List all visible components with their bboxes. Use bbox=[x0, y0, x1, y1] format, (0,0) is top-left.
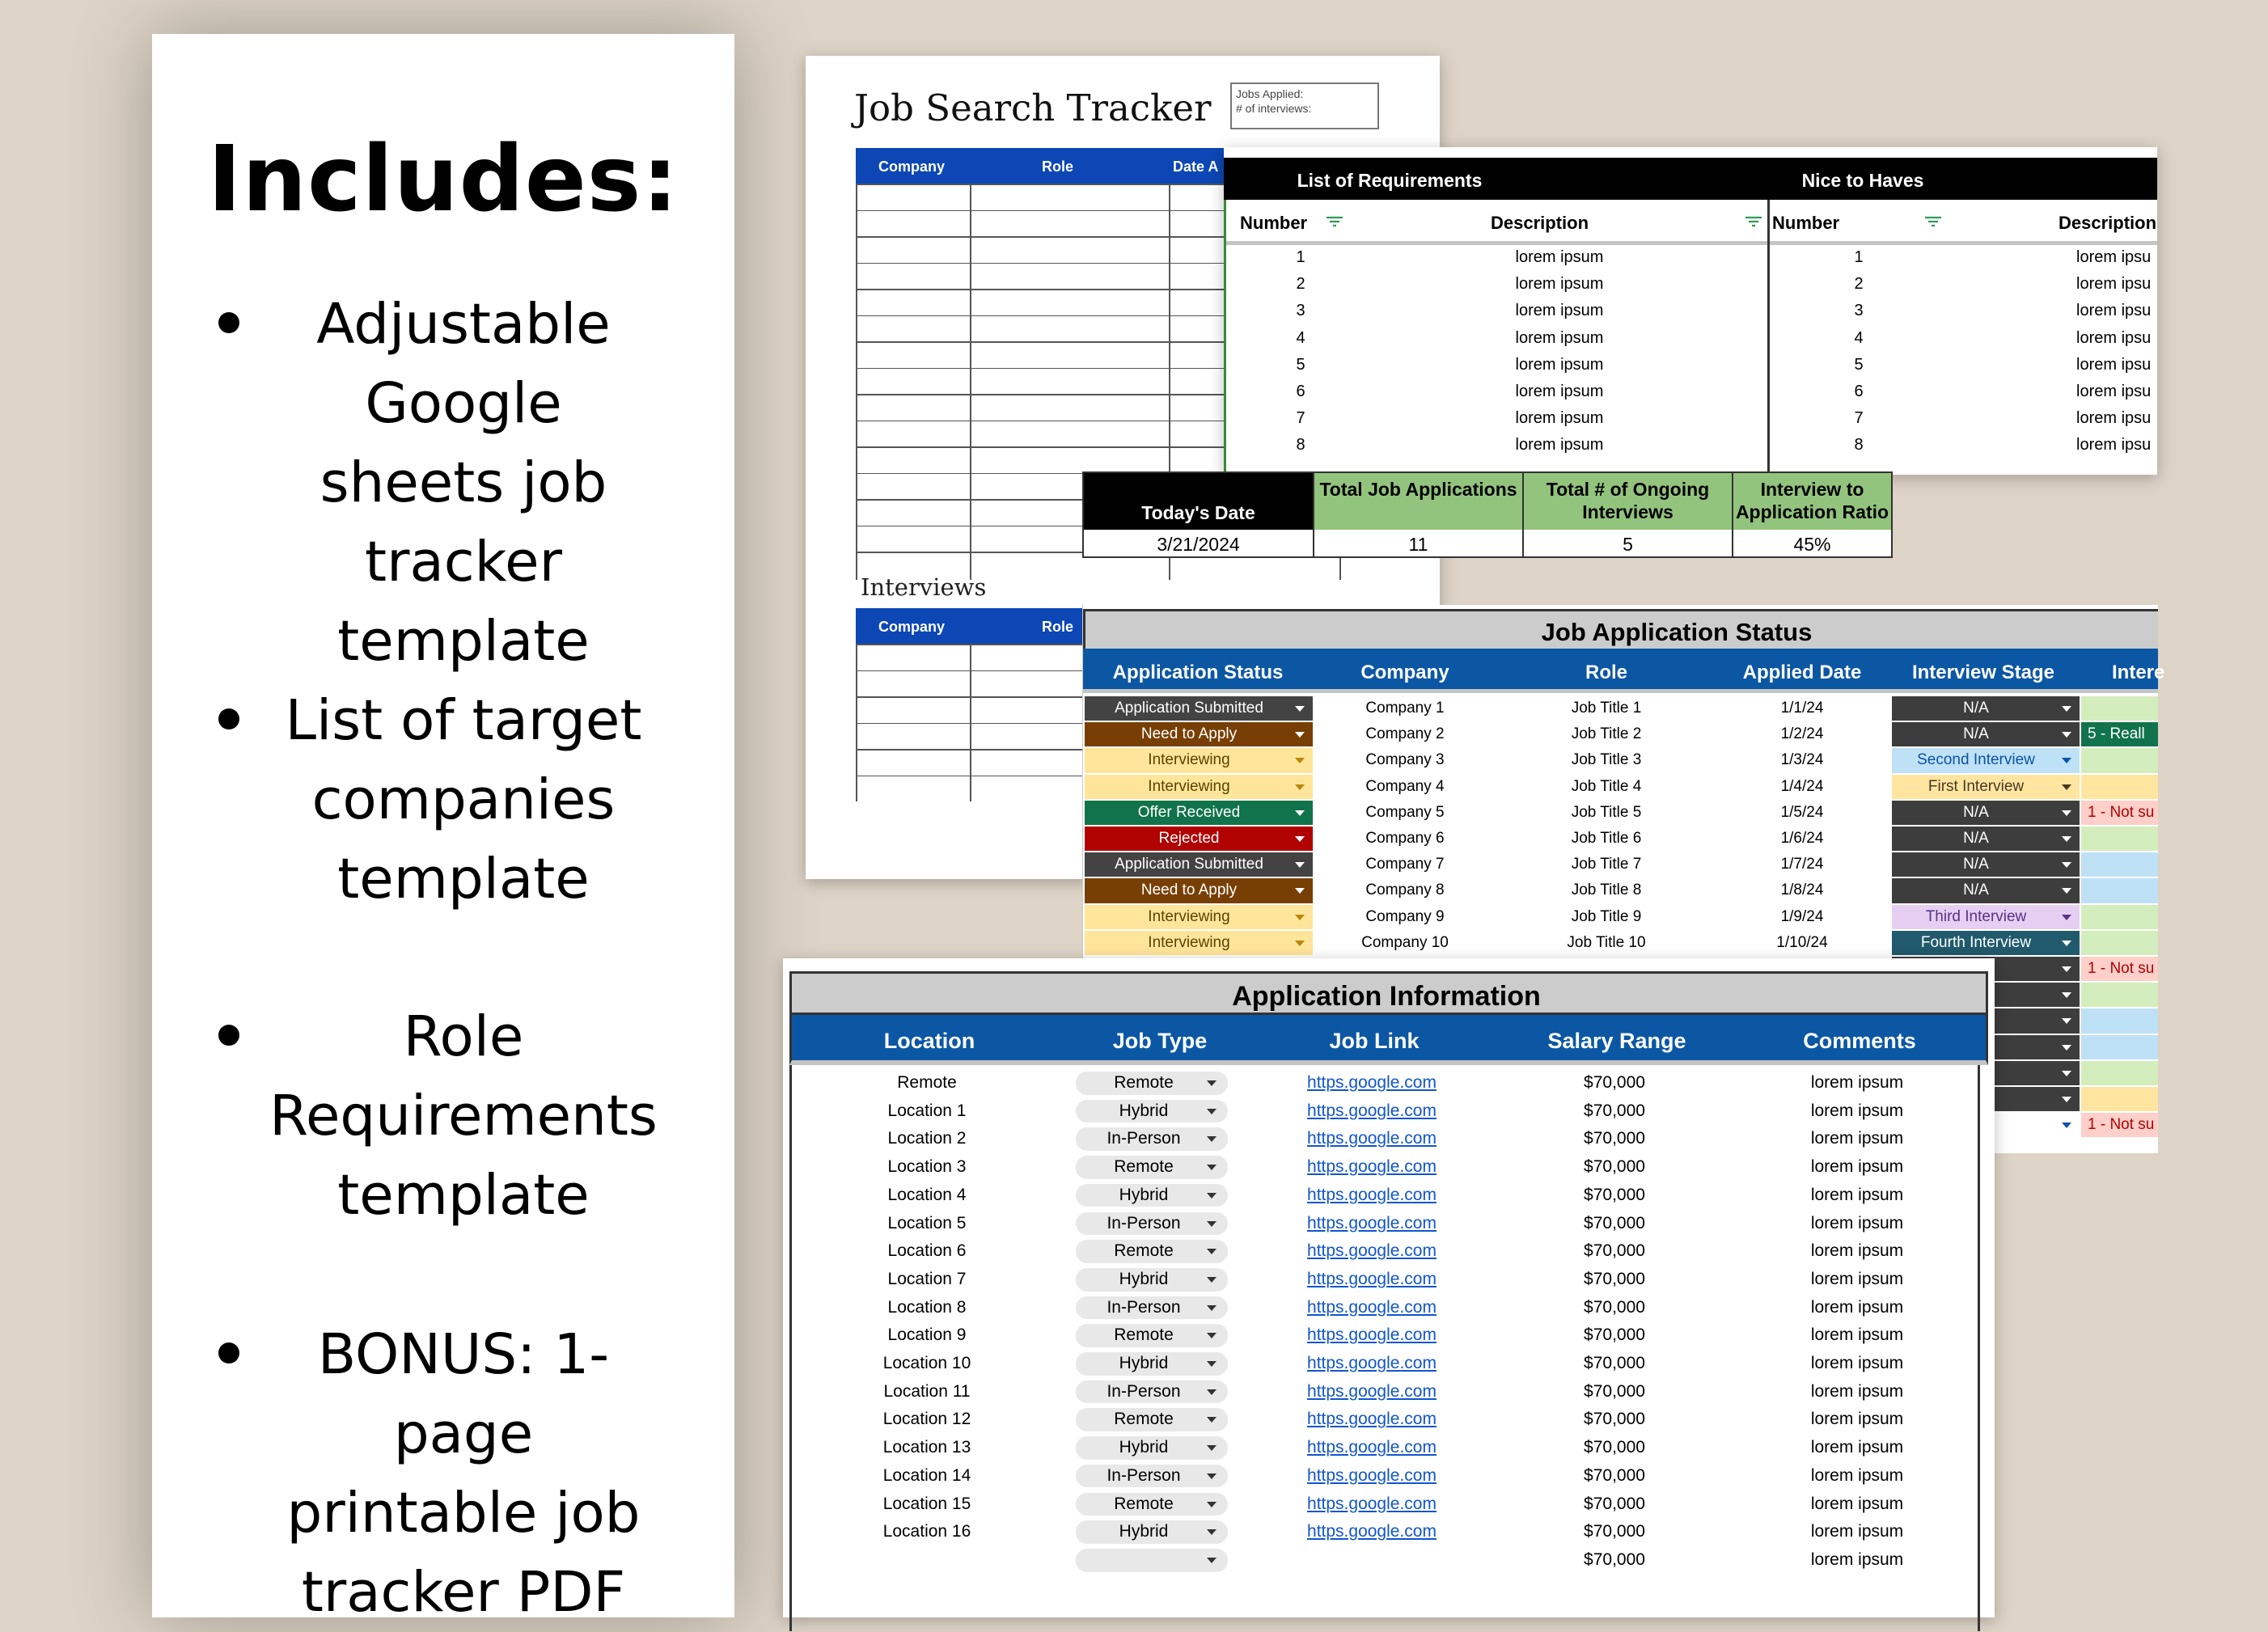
grid-line bbox=[970, 644, 971, 801]
role-cell: Job Title 7 bbox=[1571, 856, 1642, 873]
job-type-dropdown[interactable]: Remote bbox=[1076, 1156, 1228, 1179]
location-cell: Location 11 bbox=[883, 1381, 971, 1401]
includes-item-label: Role Requirements template bbox=[269, 1004, 658, 1228]
applied-date-cell: 1/6/24 bbox=[1780, 830, 1824, 847]
location-cell: Location 16 bbox=[882, 1522, 971, 1541]
job-link[interactable]: https.google.com bbox=[1307, 1438, 1437, 1457]
salary-cell: $70,000 bbox=[1584, 1269, 1645, 1288]
ongoing-interviews-label: Total # of Ongoing Interviews bbox=[1522, 473, 1732, 530]
salary-cell: $70,000 bbox=[1584, 1354, 1645, 1372]
comments-cell: lorem ipsum bbox=[1810, 1522, 1904, 1541]
comments-cell: lorem ipsum bbox=[1810, 1213, 1904, 1232]
role-cell: Job Title 1 bbox=[1571, 700, 1642, 717]
chevron-down-icon[interactable] bbox=[2062, 941, 2071, 946]
job-type-dropdown[interactable]: In-Person bbox=[1076, 1296, 1228, 1320]
comments-cell: lorem ipsum bbox=[1810, 1438, 1904, 1457]
stats-summary bbox=[1082, 471, 1893, 558]
requirement-number: 8 bbox=[1296, 436, 1305, 455]
chevron-down-icon[interactable] bbox=[1295, 836, 1305, 842]
comments-cell: lorem ipsum bbox=[1810, 1185, 1904, 1204]
nice-description: lorem ipsu bbox=[2076, 383, 2152, 400]
interest-dropdown[interactable] bbox=[2081, 1061, 2158, 1086]
salary-cell: $70,000 bbox=[1584, 1157, 1645, 1177]
requirement-description: lorem ipsum bbox=[1515, 275, 1604, 294]
chevron-down-icon[interactable] bbox=[1295, 915, 1305, 920]
interest-dropdown[interactable]: 1 - Not su bbox=[2081, 801, 2158, 826]
chevron-down-icon[interactable] bbox=[2062, 862, 2071, 868]
location-cell: Location 2 bbox=[887, 1129, 967, 1148]
chevron-down-icon[interactable] bbox=[1295, 862, 1305, 868]
job-type-dropdown[interactable]: In-Person bbox=[1076, 1465, 1228, 1488]
chevron-down-icon[interactable] bbox=[1295, 732, 1305, 738]
company-cell: Company 9 bbox=[1365, 907, 1445, 925]
application-info-sheet bbox=[783, 958, 1995, 1617]
location-cell: Location 8 bbox=[887, 1297, 967, 1317]
job-link[interactable]: https.google.com bbox=[1307, 1185, 1437, 1204]
status-dropdown[interactable]: Offer Received bbox=[1085, 801, 1313, 826]
salary-cell: $70,000 bbox=[1584, 1522, 1645, 1541]
applied-date-cell: 1/1/24 bbox=[1780, 700, 1824, 717]
company-cell: Company 1 bbox=[1365, 700, 1445, 717]
requirements-title-bar bbox=[1224, 158, 2157, 200]
chevron-down-icon[interactable] bbox=[1207, 1136, 1217, 1142]
chevron-down-icon[interactable] bbox=[2062, 1123, 2071, 1128]
nice-number: 5 bbox=[1854, 355, 1864, 374]
requirement-description: lorem ipsum bbox=[1515, 355, 1604, 374]
job-link[interactable]: https.google.com bbox=[1307, 1325, 1437, 1345]
comments-cell: lorem ipsum bbox=[1810, 1494, 1904, 1513]
comments-cell: lorem ipsum bbox=[1810, 1325, 1904, 1345]
col-number: Number bbox=[1772, 213, 1840, 233]
bullet-icon bbox=[218, 1342, 239, 1364]
comments-cell: lorem ipsum bbox=[1810, 1550, 1904, 1569]
company-cell: Company 10 bbox=[1361, 933, 1449, 951]
job-link[interactable]: https.google.com bbox=[1307, 1354, 1437, 1372]
interview-stage-dropdown[interactable]: N/A bbox=[1892, 696, 2080, 721]
job-type-dropdown[interactable]: Remote bbox=[1076, 1324, 1228, 1347]
applied-date-cell: 1/5/24 bbox=[1780, 803, 1824, 821]
job-link[interactable]: https.google.com bbox=[1307, 1269, 1437, 1288]
col-description: Description bbox=[1491, 213, 1589, 233]
job-link[interactable]: https.google.com bbox=[1307, 1101, 1437, 1120]
job-type-dropdown[interactable]: Remote bbox=[1076, 1240, 1228, 1263]
job-link[interactable]: https.google.com bbox=[1307, 1381, 1437, 1401]
grid-line bbox=[856, 644, 857, 801]
salary-cell: $70,000 bbox=[1584, 1241, 1645, 1261]
col-interest: Intere bbox=[2112, 662, 2165, 683]
job-link[interactable]: https.google.com bbox=[1307, 1157, 1437, 1177]
salary-cell: $70,000 bbox=[1584, 1101, 1645, 1120]
requirement-description: lorem ipsum bbox=[1515, 409, 1604, 428]
requirement-number: 5 bbox=[1296, 355, 1305, 374]
applied-date-cell: 1/7/24 bbox=[1780, 856, 1824, 873]
salary-cell: $70,000 bbox=[1584, 1325, 1645, 1345]
chevron-down-icon[interactable] bbox=[2062, 706, 2071, 712]
job-link[interactable]: https.google.com bbox=[1307, 1129, 1437, 1148]
chevron-down-icon[interactable] bbox=[1295, 784, 1305, 790]
chevron-down-icon[interactable] bbox=[1207, 1333, 1217, 1338]
chevron-down-icon[interactable] bbox=[2062, 888, 2071, 894]
bullet-icon bbox=[218, 708, 239, 729]
nice-description: lorem ipsu bbox=[2076, 328, 2152, 347]
role-cell: Job Title 8 bbox=[1571, 882, 1642, 899]
chevron-down-icon[interactable] bbox=[2062, 915, 2071, 920]
location-cell: Location 9 bbox=[887, 1325, 967, 1345]
pdf-stats-box bbox=[1230, 82, 1379, 129]
pdf-col-date: Date A bbox=[1173, 159, 1219, 175]
applied-date-cell: 1/3/24 bbox=[1780, 751, 1824, 769]
chevron-down-icon[interactable] bbox=[2062, 1018, 2071, 1024]
salary-cell: $70,000 bbox=[1584, 1213, 1645, 1232]
requirement-description: lorem ipsum bbox=[1515, 328, 1604, 347]
includes-item-label: List of target companies template bbox=[285, 688, 642, 911]
nice-number: 7 bbox=[1854, 409, 1864, 428]
nice-description: lorem ipsu bbox=[2076, 248, 2152, 266]
grid-line bbox=[970, 184, 971, 580]
comments-cell: lorem ipsum bbox=[1810, 1410, 1904, 1429]
applied-date-cell: 1/2/24 bbox=[1780, 725, 1824, 743]
status-dropdown[interactable]: Need to Apply bbox=[1085, 722, 1313, 747]
requirements-sheet bbox=[1224, 147, 2157, 475]
status-dropdown[interactable]: Need to Apply bbox=[1085, 878, 1313, 903]
job-link[interactable]: https.google.com bbox=[1307, 1297, 1437, 1317]
chevron-down-icon[interactable] bbox=[1207, 1221, 1217, 1227]
chevron-down-icon[interactable] bbox=[1295, 706, 1305, 712]
col-job-link: Job Link bbox=[1329, 1029, 1420, 1053]
job-type-dropdown[interactable]: In-Person bbox=[1076, 1212, 1228, 1236]
nice-description: lorem ipsu bbox=[2076, 275, 2152, 294]
interest-dropdown[interactable] bbox=[2081, 983, 2158, 1008]
chevron-down-icon[interactable] bbox=[1207, 1558, 1217, 1563]
salary-cell: $70,000 bbox=[1584, 1438, 1645, 1457]
nice-description: lorem ipsu bbox=[2076, 436, 2152, 455]
nice-number: 4 bbox=[1854, 328, 1864, 347]
location-cell: Location 1 bbox=[887, 1101, 967, 1120]
job-link[interactable]: https.google.com bbox=[1307, 1494, 1437, 1513]
todays-date-value: 3/21/2024 bbox=[1157, 534, 1240, 555]
role-cell: Job Title 9 bbox=[1571, 907, 1642, 925]
nice-description: lorem ipsu bbox=[2076, 409, 2152, 428]
col-role: Role bbox=[1585, 662, 1627, 683]
todays-date-label: Today's Date bbox=[1141, 502, 1255, 523]
chevron-down-icon[interactable] bbox=[2062, 758, 2071, 763]
chevron-down-icon[interactable] bbox=[1295, 810, 1305, 816]
location-cell: Location 7 bbox=[887, 1269, 967, 1288]
includes-item-label: BONUS: 1-page printable job tracker PDF bbox=[286, 1322, 641, 1625]
requirement-number: 3 bbox=[1296, 302, 1305, 320]
comments-cell: lorem ipsum bbox=[1810, 1241, 1904, 1261]
interest-dropdown[interactable] bbox=[2081, 1087, 2158, 1112]
chevron-down-icon[interactable] bbox=[1295, 758, 1305, 763]
ongoing-interviews-value: 5 bbox=[1522, 530, 1732, 558]
comments-cell: lorem ipsum bbox=[1810, 1157, 1904, 1177]
comments-cell: lorem ipsum bbox=[1810, 1381, 1904, 1401]
requirements-title: List of Requirements bbox=[1297, 170, 1483, 191]
interest-dropdown[interactable] bbox=[2081, 748, 2158, 773]
chevron-down-icon[interactable] bbox=[2062, 966, 2071, 972]
interest-dropdown[interactable]: 1 - Not su bbox=[2081, 957, 2158, 982]
pdf-title: Job Search Tracker bbox=[854, 87, 1212, 129]
location-cell: Location 4 bbox=[887, 1185, 967, 1204]
location-cell: Location 14 bbox=[882, 1465, 971, 1485]
requirement-description: lorem ipsum bbox=[1515, 248, 1604, 266]
nice-number: 2 bbox=[1854, 275, 1864, 294]
status-column-header bbox=[1083, 649, 2165, 693]
chevron-down-icon[interactable] bbox=[1207, 1109, 1217, 1114]
appinfo-column-header bbox=[789, 1015, 1988, 1065]
chevron-down-icon[interactable] bbox=[1207, 1361, 1217, 1367]
comments-cell: lorem ipsum bbox=[1810, 1269, 1904, 1288]
chevron-down-icon[interactable] bbox=[1295, 941, 1305, 946]
comments-cell: lorem ipsum bbox=[1810, 1073, 1904, 1092]
includes-title: Includes: bbox=[207, 127, 679, 232]
nice-number: 6 bbox=[1854, 383, 1864, 400]
interest-dropdown[interactable] bbox=[2081, 931, 2158, 956]
pdf-col-company: Company bbox=[878, 159, 946, 175]
interest-dropdown[interactable] bbox=[2081, 905, 2158, 930]
location-cell: Location 10 bbox=[882, 1354, 971, 1372]
job-type-dropdown[interactable]: Remote bbox=[1076, 1408, 1228, 1431]
todays-date-header bbox=[1084, 473, 1313, 530]
chevron-down-icon[interactable] bbox=[1207, 1445, 1217, 1451]
chevron-down-icon[interactable] bbox=[1207, 1249, 1217, 1254]
job-type-dropdown[interactable]: Hybrid bbox=[1076, 1352, 1228, 1376]
job-link[interactable]: https.google.com bbox=[1307, 1465, 1437, 1485]
appinfo-title: Application Information bbox=[1232, 981, 1541, 1012]
col-number: Number bbox=[1240, 213, 1308, 233]
role-cell: Job Title 5 bbox=[1571, 803, 1642, 821]
status-dropdown[interactable]: Interviewing bbox=[1085, 931, 1313, 956]
salary-cell: $70,000 bbox=[1584, 1129, 1645, 1148]
interview-stage-dropdown[interactable]: N/A bbox=[1892, 827, 2080, 852]
salary-cell: $70,000 bbox=[1584, 1185, 1645, 1204]
comments-cell: lorem ipsum bbox=[1810, 1354, 1904, 1372]
job-link[interactable]: https.google.com bbox=[1307, 1073, 1437, 1092]
interview-stage-dropdown[interactable]: Fourth Interview bbox=[1892, 931, 2080, 956]
interview-stage-dropdown[interactable]: Second Interview bbox=[1892, 748, 2080, 773]
job-type-dropdown[interactable]: Hybrid bbox=[1076, 1436, 1228, 1460]
interest-dropdown[interactable]: 5 - Reall bbox=[2081, 722, 2158, 747]
status-dropdown[interactable]: Rejected bbox=[1085, 827, 1313, 852]
interviews-count-label: # of interviews: bbox=[1236, 102, 1312, 115]
requirement-description: lorem ipsum bbox=[1515, 302, 1604, 320]
chevron-down-icon[interactable] bbox=[2062, 810, 2071, 816]
job-link[interactable]: https.google.com bbox=[1307, 1522, 1437, 1541]
interview-stage-dropdown[interactable]: N/A bbox=[1892, 722, 2080, 747]
job-type-dropdown[interactable]: Hybrid bbox=[1076, 1268, 1228, 1292]
status-title-bar bbox=[1083, 609, 2158, 649]
company-cell: Company 3 bbox=[1365, 751, 1445, 769]
bullet-icon bbox=[218, 1025, 239, 1046]
col-job-type: Job Type bbox=[1112, 1029, 1208, 1053]
chevron-down-icon[interactable] bbox=[2062, 836, 2071, 842]
chevron-down-icon[interactable] bbox=[1295, 888, 1305, 894]
interest-dropdown[interactable]: 1 - Not su bbox=[2081, 1113, 2158, 1138]
interest-dropdown[interactable] bbox=[2081, 1008, 2158, 1034]
role-cell: Job Title 4 bbox=[1571, 777, 1642, 795]
jobs-applied-label: Jobs Applied: bbox=[1236, 87, 1304, 100]
company-cell: Company 4 bbox=[1365, 777, 1445, 795]
company-cell: Company 2 bbox=[1365, 725, 1445, 743]
status-title: Job Application Status bbox=[1541, 618, 1813, 646]
requirement-number: 1 bbox=[1296, 248, 1305, 266]
status-dropdown[interactable]: Interviewing bbox=[1085, 905, 1313, 930]
interest-dropdown[interactable] bbox=[2081, 1035, 2158, 1060]
col-applied-date: Applied Date bbox=[1742, 662, 1862, 683]
chevron-down-icon[interactable] bbox=[1207, 1529, 1217, 1535]
chevron-down-icon[interactable] bbox=[2062, 784, 2071, 790]
nice-number: 3 bbox=[1854, 302, 1864, 320]
role-cell: Job Title 10 bbox=[1567, 933, 1646, 951]
company-cell: Company 8 bbox=[1365, 882, 1445, 899]
nice-description: lorem ipsu bbox=[2076, 302, 2152, 320]
job-link[interactable]: https.google.com bbox=[1307, 1213, 1437, 1232]
requirement-description: lorem ipsum bbox=[1515, 383, 1604, 400]
interest-dropdown[interactable] bbox=[2081, 878, 2158, 903]
requirement-number: 4 bbox=[1296, 328, 1305, 347]
salary-cell: $70,000 bbox=[1584, 1494, 1645, 1513]
interest-dropdown[interactable] bbox=[2081, 852, 2158, 877]
nice-number: 1 bbox=[1854, 248, 1864, 266]
salary-cell: $70,000 bbox=[1584, 1381, 1645, 1401]
job-type-dropdown[interactable]: Remote bbox=[1076, 1072, 1228, 1095]
chevron-down-icon[interactable] bbox=[2062, 992, 2071, 998]
col-location: Location bbox=[883, 1029, 975, 1053]
includes-panel bbox=[152, 34, 734, 1625]
job-type-dropdown[interactable]: In-Person bbox=[1076, 1127, 1228, 1151]
location-cell: Remote bbox=[897, 1073, 957, 1092]
salary-cell: $70,000 bbox=[1584, 1410, 1645, 1429]
company-cell: Company 7 bbox=[1365, 856, 1445, 873]
col-application-status: Application Status bbox=[1112, 662, 1284, 683]
company-cell: Company 5 bbox=[1365, 803, 1445, 821]
interest-dropdown[interactable] bbox=[2081, 696, 2158, 721]
requirements-column-header bbox=[1224, 200, 2157, 245]
location-cell: Location 3 bbox=[887, 1157, 967, 1177]
nice-to-haves-title: Nice to Haves bbox=[1801, 170, 1924, 191]
requirement-number: 7 bbox=[1296, 409, 1305, 428]
comments-cell: lorem ipsum bbox=[1810, 1465, 1904, 1485]
appinfo-title-bar bbox=[789, 971, 1988, 1015]
total-applications-label: Total Job Applications bbox=[1313, 473, 1522, 530]
salary-cell: $70,000 bbox=[1584, 1550, 1645, 1569]
interest-dropdown[interactable] bbox=[2081, 827, 2158, 852]
filter-icon[interactable] bbox=[1924, 216, 1942, 227]
requirement-number: 6 bbox=[1296, 383, 1305, 400]
ratio-label: Interview to Application Ratio bbox=[1732, 473, 1891, 530]
filter-icon[interactable] bbox=[1745, 216, 1762, 227]
pdf-col-company: Company bbox=[878, 619, 946, 635]
salary-cell: $70,000 bbox=[1584, 1465, 1645, 1485]
interview-stage-dropdown[interactable]: N/A bbox=[1892, 878, 2080, 903]
location-cell: Location 15 bbox=[882, 1494, 971, 1513]
location-cell: Location 5 bbox=[887, 1213, 967, 1232]
interview-stage-dropdown[interactable]: Third Interview bbox=[1892, 905, 2080, 930]
status-dropdown[interactable]: Application Submitted bbox=[1085, 696, 1313, 721]
chevron-down-icon[interactable] bbox=[1207, 1417, 1217, 1423]
chevron-down-icon[interactable] bbox=[1207, 1165, 1217, 1170]
requirement-number: 2 bbox=[1296, 275, 1305, 294]
applied-date-cell: 1/9/24 bbox=[1780, 907, 1824, 925]
job-type-dropdown[interactable]: Hybrid bbox=[1076, 1100, 1228, 1123]
col-salary-range: Salary Range bbox=[1547, 1029, 1686, 1053]
comments-cell: lorem ipsum bbox=[1810, 1129, 1904, 1148]
role-cell: Job Title 6 bbox=[1571, 830, 1642, 847]
chevron-down-icon[interactable] bbox=[1207, 1193, 1217, 1199]
chevron-down-icon[interactable] bbox=[1207, 1473, 1217, 1479]
bullet-icon bbox=[218, 312, 239, 333]
ratio-value: 45% bbox=[1732, 530, 1891, 558]
col-company: Company bbox=[1360, 662, 1449, 683]
includes-item-label: Adjustable Google sheets job tracker template bbox=[316, 292, 611, 674]
location-cell: Location 13 bbox=[882, 1438, 971, 1457]
column-divider bbox=[1224, 200, 1226, 475]
total-applications-value: 11 bbox=[1313, 530, 1522, 558]
job-type-dropdown[interactable]: Hybrid bbox=[1076, 1184, 1228, 1207]
chevron-down-icon[interactable] bbox=[2062, 1045, 2071, 1051]
interview-stage-dropdown[interactable]: N/A bbox=[1892, 852, 2080, 877]
chevron-down-icon[interactable] bbox=[1207, 1305, 1217, 1311]
grid-line bbox=[856, 184, 857, 580]
chevron-down-icon[interactable] bbox=[2062, 1097, 2071, 1102]
status-dropdown[interactable]: Interviewing bbox=[1085, 748, 1313, 773]
comments-cell: lorem ipsum bbox=[1810, 1297, 1904, 1317]
column-divider bbox=[1767, 200, 1770, 475]
job-link[interactable]: https.google.com bbox=[1307, 1410, 1437, 1429]
status-dropdown[interactable]: Interviewing bbox=[1085, 775, 1313, 800]
salary-cell: $70,000 bbox=[1584, 1297, 1645, 1317]
nice-description: lorem ipsu bbox=[2076, 355, 2152, 374]
applied-date-cell: 1/8/24 bbox=[1780, 882, 1824, 899]
chevron-down-icon[interactable] bbox=[1207, 1389, 1217, 1395]
role-cell: Job Title 2 bbox=[1571, 725, 1642, 743]
role-cell: Job Title 3 bbox=[1571, 751, 1642, 769]
chevron-down-icon[interactable] bbox=[2062, 1071, 2071, 1076]
status-dropdown[interactable]: Application Submitted bbox=[1085, 852, 1313, 877]
chevron-down-icon[interactable] bbox=[1207, 1277, 1217, 1283]
job-link[interactable]: https.google.com bbox=[1307, 1241, 1437, 1261]
job-type-dropdown[interactable] bbox=[1076, 1549, 1228, 1572]
company-cell: Company 6 bbox=[1365, 830, 1445, 847]
chevron-down-icon[interactable] bbox=[1207, 1502, 1217, 1507]
location-cell: Location 6 bbox=[887, 1241, 967, 1261]
applied-date-cell: 1/4/24 bbox=[1780, 777, 1824, 795]
salary-cell: $70,000 bbox=[1584, 1073, 1645, 1092]
pdf-col-role: Role bbox=[1042, 159, 1074, 175]
nice-number: 8 bbox=[1854, 436, 1864, 455]
requirement-description: lorem ipsum bbox=[1515, 436, 1604, 455]
chevron-down-icon[interactable] bbox=[2062, 732, 2071, 738]
job-type-dropdown[interactable]: Remote bbox=[1076, 1493, 1228, 1516]
location-cell: Location 12 bbox=[882, 1410, 971, 1429]
col-comments: Comments bbox=[1803, 1029, 1916, 1053]
job-type-dropdown[interactable]: Hybrid bbox=[1076, 1520, 1228, 1544]
comments-cell: lorem ipsum bbox=[1810, 1101, 1904, 1120]
job-type-dropdown[interactable]: In-Person bbox=[1076, 1380, 1228, 1404]
interest-dropdown[interactable] bbox=[2081, 775, 2158, 800]
pdf-interviews-title: Interviews bbox=[861, 573, 987, 601]
col-interview-stage: Interview Stage bbox=[1911, 662, 2055, 683]
chevron-down-icon[interactable] bbox=[1207, 1080, 1217, 1086]
interview-stage-dropdown[interactable]: N/A bbox=[1892, 801, 2080, 826]
pdf-col-role: Role bbox=[1042, 619, 1074, 635]
col-description: Description bbox=[2059, 213, 2157, 233]
interview-stage-dropdown[interactable]: First Interview bbox=[1892, 775, 2080, 800]
filter-icon[interactable] bbox=[1326, 216, 1343, 227]
applied-date-cell: 1/10/24 bbox=[1776, 933, 1828, 951]
